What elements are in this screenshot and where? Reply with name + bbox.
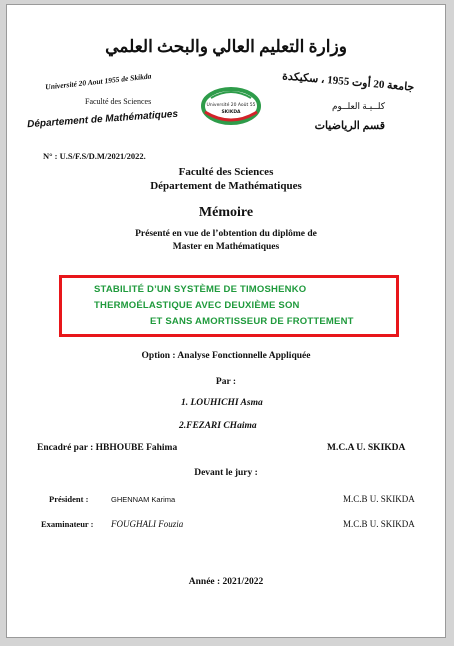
- university-name-fr: Université 20 Aout 1955 de Skikda: [44, 71, 152, 92]
- faculty-name-fr-logo: Faculté des Sciences: [85, 97, 152, 106]
- jury-president-affiliation: M.C.B U. SKIKDA: [343, 494, 415, 504]
- university-emblem: [197, 84, 265, 132]
- emblem-text-2: SKIKDA: [221, 110, 241, 115]
- author-2: 2.FEZARI CHaima: [179, 421, 257, 431]
- thesis-title-line-3: ET SANS AMORTISSEUR DE FROTTEMENT: [150, 316, 354, 327]
- academic-year: Année : 2021/2022: [188, 577, 264, 587]
- jury-examiner-name: FOUGHALI Fouzia: [111, 519, 184, 529]
- thesis-title-box: [59, 275, 399, 337]
- jury-examiner-affiliation: M.C.B U. SKIKDA: [343, 519, 415, 529]
- faculty-name-ar: كلــيـة العلــوم: [331, 101, 385, 111]
- author-1: 1. LOUHICHI Asma: [181, 398, 263, 408]
- thesis-title-line-1: STABILITÉ D’UN SYSTÈME DE TIMOSHENKO: [94, 284, 307, 295]
- jury-examiner-role: Examinateur :: [41, 519, 94, 529]
- jury-president-name: GHENNAM Karima: [111, 495, 176, 504]
- par-label: Par :: [215, 377, 237, 387]
- presented-line-1: Présenté en vue de l’obtention du diplôme de: [135, 229, 317, 239]
- reference-number: N° : U.S/F.S/D.M/2021/2022.: [43, 151, 146, 161]
- department-name-fr-logo: Département de Mathématiques: [26, 108, 179, 131]
- university-name-ar: جامعة 20 أوت 1955 ، سكيكدة: [282, 70, 416, 94]
- supervisor: Encadré par : HBHOUBE Fahima: [37, 443, 178, 453]
- thesis-title-line-2: THERMOÉLASTIQUE AVEC DEUXIÈME SON: [94, 300, 300, 311]
- document-type: Mémoire: [198, 205, 254, 220]
- cover-page: [6, 4, 446, 638]
- presented-line-2: Master en Mathématiques: [172, 242, 280, 252]
- emblem-text-1: Université 20 Août 55: [206, 103, 256, 108]
- faculty-name: Faculté des Sciences: [178, 166, 274, 178]
- jury-president-role: Président :: [49, 494, 89, 504]
- ministry-title-arabic: وزارة التعليم العالي والبحث العلمي: [105, 37, 347, 56]
- jury-title: Devant le jury :: [194, 468, 258, 478]
- department-name-ar: قسم الرياضيات: [314, 120, 385, 132]
- department-name: Département de Mathématiques: [150, 180, 302, 192]
- option-line: Option : Analyse Fonctionnelle Appliquée: [141, 351, 311, 361]
- supervisor-affiliation: M.C.A U. SKIKDA: [327, 443, 406, 453]
